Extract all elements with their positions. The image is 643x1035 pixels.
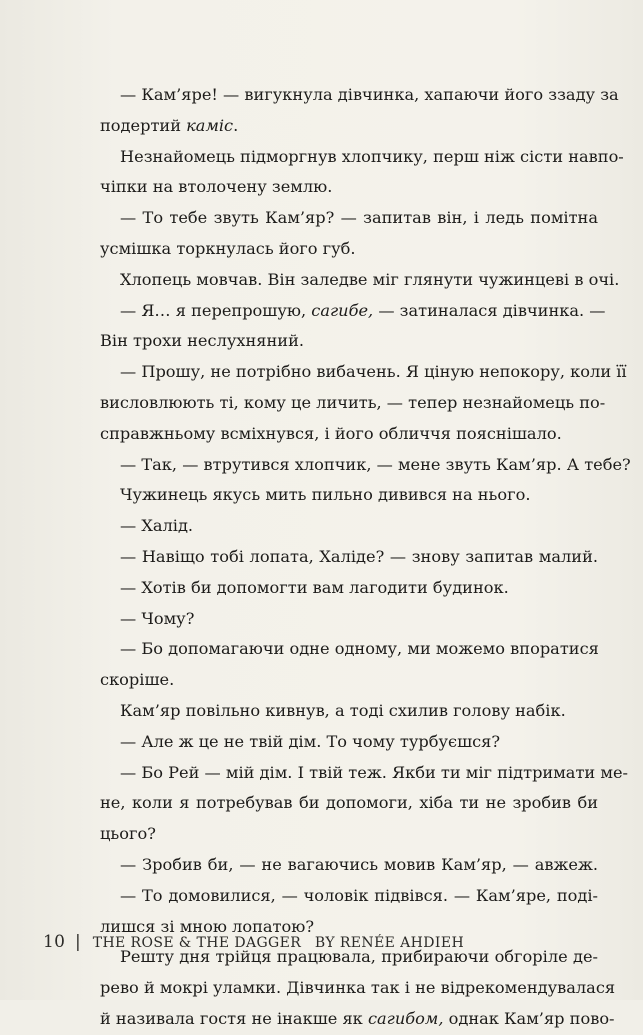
line-text: Незнайомець підморгнув хлопчику, перш ніж сісти навпо- — [120, 146, 624, 166]
text-line — [100, 511, 598, 542]
book-author: BY RENÉE AHDIEH — [314, 935, 465, 951]
text-line — [100, 634, 598, 665]
page-footer — [43, 928, 464, 957]
line-text: — Хотів би допомогти вам лагодити будинок. — [120, 577, 509, 597]
book-title: THE ROSE & THE DAGGER — [92, 935, 302, 951]
text-line — [100, 1004, 615, 1035]
line-text: — Халід. — [120, 516, 194, 536]
line-text: — Бо Рей — мій дім. І твій теж. Якби ти міг підтримати ме- — [120, 762, 628, 782]
text-line — [100, 326, 598, 357]
line-text: Чужинець якусь мить пильно дивився на нього. — [120, 485, 531, 505]
text-line — [100, 665, 598, 696]
text-line — [100, 388, 606, 419]
line-text: й називала гостя не інакше як — [100, 1008, 368, 1028]
text-line — [100, 881, 598, 912]
text-line — [100, 265, 620, 296]
line-text: — Кам’яре! — вигукнула дівчинка, хапаючи його ззаду за — [120, 85, 619, 104]
line-text: — Бо допомагаючи одне одному, ми можемо впоратися — [120, 639, 599, 659]
line-text: справжньому всміхнувся, і його обличчя пояснішало. — [100, 423, 562, 443]
line-text: Кам’яр повільно кивнув, а тоді схилив голову набік. — [120, 700, 566, 720]
line-text: Він трохи неслухняний. — [100, 331, 305, 351]
line-text: — То тебе звуть Кам’яр? — запитав він, і ледь помітна — [120, 208, 598, 228]
italic-word: каміс — [186, 115, 234, 135]
text-line — [100, 573, 598, 604]
text-line — [100, 480, 598, 511]
line-text: скоріше. — [100, 670, 175, 690]
text-line — [100, 973, 616, 1004]
line-text: цього? — [100, 824, 156, 844]
text-line — [100, 203, 598, 234]
line-text: однак Кам’яр пово- — [443, 1008, 615, 1028]
line-text: — Прошу, не потрібно вибачень. Я ціную непокору, коли її — [120, 362, 627, 382]
text-line — [100, 604, 598, 635]
line-text: — Я… я перепрошую, — [120, 300, 312, 320]
footer-separator: | — [74, 932, 81, 952]
line-text: усмішка торкнулась його губ. — [100, 238, 356, 258]
line-text: — Навіщо тобі лопата, Халіде? — знову запитав малий. — [120, 546, 598, 566]
line-text: подертий — [100, 115, 187, 135]
text-line — [100, 788, 598, 819]
text-line — [100, 727, 598, 758]
body-text — [100, 80, 631, 1035]
italic-word: сагибом, — [367, 1008, 444, 1028]
line-text: — Чому? — [120, 608, 195, 628]
line-text: — Але ж це не твій дім. То чому турбуєшся? — [120, 731, 501, 751]
text-line — [100, 419, 598, 450]
line-text: — Зробив би, — не вагаючись мовив Кам’яр, — авжеж. — [120, 854, 598, 874]
line-text: . — [233, 115, 239, 135]
text-line — [100, 172, 598, 203]
text-line — [100, 357, 627, 388]
text-line — [100, 450, 631, 481]
text-line — [100, 696, 598, 727]
line-text: чіпки на втолочену землю. — [100, 177, 333, 197]
italic-word: сагибе, — [311, 300, 374, 320]
line-text: — Так, — втрутився хлопчик, — мене звуть Кам’яр. А тебе? — [120, 454, 631, 474]
line-text: лишся зі мною лопатою? — [100, 916, 315, 936]
line-text: Хлопець мовчав. Він заледве міг глянути чужинцеві в очі. — [120, 269, 620, 289]
line-text: рево й мокрі уламки. Дівчинка так і не відрекомендувалася — [100, 978, 616, 998]
text-line — [100, 758, 628, 789]
text-line — [100, 234, 598, 265]
text-line — [100, 80, 619, 111]
text-line — [100, 296, 606, 327]
line-text: — затиналася дівчинка. — — [373, 300, 606, 320]
line-text: не, коли я потребував би допомоги, хіба ти не зробив би — [100, 793, 598, 813]
line-text: — То домовилися, — чоловік підвівся. — Кам’яре, поді- — [120, 885, 598, 905]
text-line — [100, 850, 598, 881]
line-text: висловлюють ті, кому це личить, — тепер незнайомець по- — [100, 392, 606, 412]
text-line — [100, 542, 598, 573]
text-line — [100, 819, 598, 850]
text-line — [100, 111, 598, 142]
text-line — [100, 142, 624, 173]
line-text: Решту дня трійця працювала, прибираючи обгоріле де- — [120, 947, 598, 967]
page-number: 10 — [43, 932, 66, 952]
